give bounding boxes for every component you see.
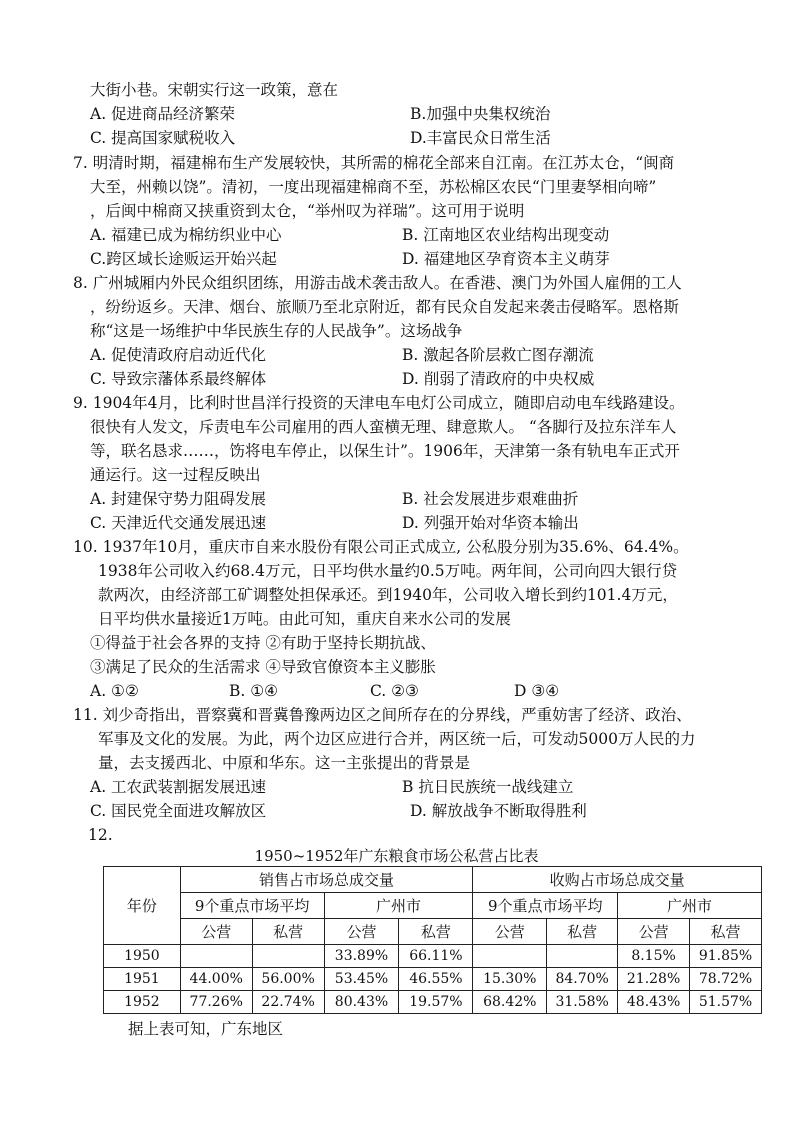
q11-option-b[interactable]: B 抗日民族统一战线建立	[402, 778, 574, 796]
table-cell: 77.26%	[180, 991, 252, 1014]
table-cell: 46.55%	[399, 968, 473, 991]
private-header: 私营	[399, 919, 473, 945]
q10-statement-line-1: ①得益于社会各界的支持 ②有助于坚持长期抗战、	[90, 634, 436, 652]
q6-option-a[interactable]: A. 促进商品经济繁荣	[90, 105, 236, 123]
q6-option-c[interactable]: C. 提高国家赋税收入	[90, 129, 236, 147]
q11-option-d[interactable]: D. 解放战争不断取得胜利	[410, 802, 587, 820]
public-header: 公营	[324, 919, 399, 945]
table-cell: 31.58%	[547, 991, 618, 1014]
q10-option-d[interactable]: D ③④	[514, 682, 560, 700]
table-cell: 66.11%	[399, 945, 473, 968]
q7-stem-line-3: ，后闽中棉商又挟重资到太仓，“举州叹为祥瑞”。这可用于说明	[90, 202, 525, 220]
q9-option-b[interactable]: B. 社会发展进步艰难曲折	[402, 490, 579, 508]
table-cell: 68.42%	[473, 991, 547, 1014]
q7-stem-line-2: 大至，州赖以饶”。清初，一度出现福建棉商不至，苏松棉区农民“门里妻孥相向啼”	[90, 178, 657, 196]
private-header: 私营	[547, 919, 618, 945]
table-cell: 78.72%	[690, 968, 762, 991]
sales-guangzhou-header: 广州市	[324, 893, 473, 919]
table-cell: 53.45%	[324, 968, 399, 991]
q6-option-b[interactable]: B.加强中央集权统治	[410, 105, 551, 123]
q8-option-c[interactable]: C. 导致宗藩体系最终解体	[90, 370, 267, 388]
table-cell: 1950	[104, 945, 181, 968]
purchase-guangzhou-header: 广州市	[618, 893, 762, 919]
table-cell	[473, 945, 547, 968]
year-header: 年份	[104, 867, 181, 945]
q7-option-d[interactable]: D. 福建地区孕育资本主义萌芽	[402, 250, 610, 268]
table-row	[104, 968, 762, 991]
table-cell: 33.89%	[324, 945, 399, 968]
q8-stem-line-3: 称“这是一场维护中华民族生存的人民战争”。这场战争	[90, 322, 463, 340]
table-cell: 1951	[104, 968, 181, 991]
table-cell: 8.15%	[618, 945, 690, 968]
table-cell: 22.74%	[252, 991, 324, 1014]
grain-market-table	[103, 866, 762, 1014]
q9-option-d[interactable]: D. 列强开始对华资本输出	[402, 514, 579, 532]
purchase-group-header: 收购占市场总成交量	[473, 867, 762, 893]
q9-stem-line-4: 通运行。这一过程反映出	[90, 466, 261, 484]
q8-option-d[interactable]: D. 削弱了清政府的中央权威	[402, 370, 595, 388]
public-header: 公营	[473, 919, 547, 945]
q10-stem-line-3: 款两次，由经济部工矿调整处担保承还。到1940年，公司收入增长到约101.4万元，	[98, 586, 678, 604]
table-cell	[547, 945, 618, 968]
q7-option-b[interactable]: B. 江南地区农业结构出现变动	[402, 226, 610, 244]
table-cell: 44.00%	[180, 968, 252, 991]
q8-option-a[interactable]: A. 促使清政府启动近代化	[90, 346, 267, 364]
q11-stem-line-1: 11. 刘少奇指出，晋察冀和晋冀鲁豫两边区之间所存在的分界线，严重妨害了经济、政治、	[73, 706, 692, 724]
q10-option-a[interactable]: A. ①②	[90, 682, 139, 700]
table-row	[104, 945, 762, 968]
q7-option-a[interactable]: A. 福建已成为棉纺织业中心	[90, 226, 282, 244]
public-header: 公营	[618, 919, 690, 945]
q8-stem-line-1: 8. 广州城厢内外民众组织团练，用游击战术袭击敌人。在香港、澳门为外国人雇佣的工人	[73, 274, 682, 292]
q6-option-d[interactable]: D.丰富民众日常生活	[410, 129, 551, 147]
table-cell: 56.00%	[252, 968, 324, 991]
q6-stem-tail: 大街小巷。宋朝实行这一政策，意在	[90, 81, 339, 99]
q11-stem-line-2: 军事及文化的发展。为此，两个边区应进行合并，两区统一后，可发动5000万人民的力	[98, 730, 696, 748]
q11-stem-line-3: 量，去支援西北、中原和华东。这一主张提出的背景是	[98, 754, 471, 772]
q10-option-b[interactable]: B. ①④	[229, 682, 279, 700]
sales-avg-header: 9个重点市场平均	[180, 893, 324, 919]
q10-stem-line-1: 10. 1937年10月，重庆市自来水股份有限公司正式成立, 公私股分别为35.6%、64.4%。	[73, 538, 689, 556]
q7-option-c[interactable]: C.跨区域长途贩运开始兴起	[90, 250, 277, 268]
table-title: 1950~1952年广东粮食市场公私营占比表	[254, 847, 539, 865]
table-cell: 80.43%	[324, 991, 399, 1014]
table-cell: 15.30%	[473, 968, 547, 991]
q12-number: 12.	[88, 826, 113, 844]
table-cell: 91.85%	[690, 945, 762, 968]
q12-stem: 据上表可知，广东地区	[128, 1020, 284, 1038]
q8-stem-line-2: ，纷纷返乡。天津、烟台、旅顺乃至北京附近，都有民众自发起来袭击侵略军。恩格斯	[90, 298, 680, 316]
q11-option-c[interactable]: C. 国民党全面进攻解放区	[90, 802, 267, 820]
table-row	[104, 991, 762, 1014]
private-header: 私营	[690, 919, 762, 945]
q9-stem-line-1: 9. 1904年4月，比利时世昌洋行投资的天津电车电灯公司成立，随即启动电车线路建设。	[73, 394, 685, 412]
table-cell	[252, 945, 324, 968]
table-cell: 51.57%	[690, 991, 762, 1014]
purchase-avg-header: 9个重点市场平均	[473, 893, 618, 919]
q9-stem-line-3: 等，联名恳求……，饬将电车停止，以保生计”。1906年，天津第一条有轨电车正式开	[90, 442, 680, 460]
q7-stem-line-1: 7. 明清时期，福建棉布生产发展较快，其所需的棉花全部来自江南。在江苏太仓，“闽商	[73, 154, 675, 172]
q9-option-c[interactable]: C. 天津近代交通发展迅速	[90, 514, 267, 532]
q9-stem-line-2: 很快有人发文，斥责电车公司雇用的西人蛮横无理、肆意欺人。 “各脚行及拉东洋车人	[90, 418, 677, 436]
q11-option-a[interactable]: A. 工农武装割据发展迅速	[90, 778, 267, 796]
table-cell: 1952	[104, 991, 181, 1014]
q10-stem-line-4: 日平均供水量接近1万吨。由此可知，重庆自来水公司的发展	[98, 610, 511, 628]
table-cell: 19.57%	[399, 991, 473, 1014]
table-cell	[180, 945, 252, 968]
q10-statement-line-2: ③满足了民众的生活需求 ④导致官僚资本主义膨胀	[90, 658, 436, 676]
q8-option-b[interactable]: B. 激起各阶层救亡图存潮流	[402, 346, 594, 364]
q10-stem-line-2: 1938年公司收入约68.4万元，日平均供水量约0.5万吨。两年间，公司向四大银行贷	[98, 562, 678, 580]
table-cell: 48.43%	[618, 991, 690, 1014]
private-header: 私营	[252, 919, 324, 945]
sales-group-header: 销售占市场总成交量	[180, 867, 473, 893]
table-cell: 21.28%	[618, 968, 690, 991]
q9-option-a[interactable]: A. 封建保守势力阻碍发展	[90, 490, 267, 508]
public-header: 公营	[180, 919, 252, 945]
q10-option-c[interactable]: C. ②③	[370, 682, 419, 700]
table-cell: 84.70%	[547, 968, 618, 991]
